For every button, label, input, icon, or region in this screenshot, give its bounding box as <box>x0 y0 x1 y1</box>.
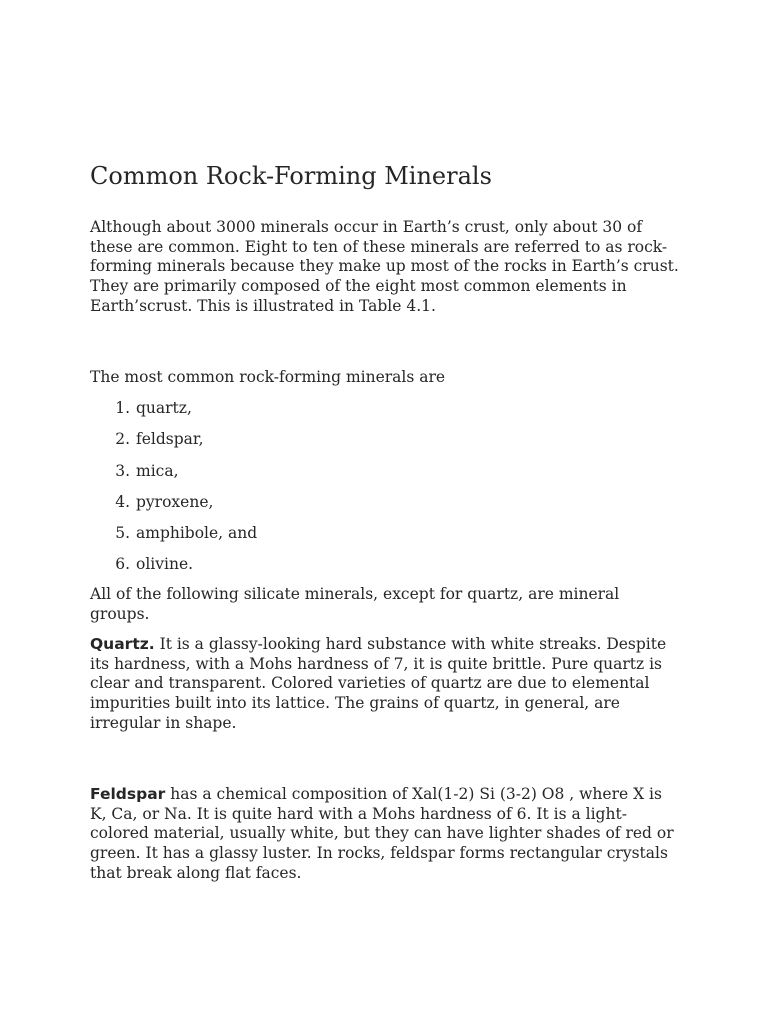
feldspar-paragraph <box>90 785 680 884</box>
list-item-text: olivine. <box>136 555 194 574</box>
list-item-text: feldspar, <box>136 430 204 449</box>
page-title: Common Rock-Forming Minerals <box>90 162 492 190</box>
list-item-text: mica, <box>136 461 179 480</box>
quartz-paragraph <box>90 635 680 734</box>
list-item <box>90 491 257 522</box>
list-item <box>90 522 257 553</box>
intro-paragraph: Although about 3000 minerals occur in Earth’s crust, only about 30 of these are common. Eight to ten of these minerals are referred to as rock-forming minerals because they make up most of the rocks in Earth’s crust. They are primarily composed of the eight most common elements in Earth’scrust. This is illustrated in Table 4.1. <box>90 218 679 315</box>
feldspar-description: has a chemical composition of Xal(1-2) Si (3-2) O8 , where X is K, Ca, or Na. It is quite hard with a Mohs hardness of 6. It is a light-colored material, usually white, but they can have lighter shades of red or green. It has a glassy luster. In rocks, feldspar forms rectangular crystals that break along flat faces. <box>90 785 674 882</box>
list-item <box>90 428 257 459</box>
list-intro: The most common rock-forming minerals are <box>90 368 446 386</box>
quartz-description: It is a glassy-looking hard substance with white streaks. Despite its hardness, with a Mohs hardness of 7, it is quite brittle. Pure quartz is clear and transparent. Colored varieties of quartz are due to elemental impurities built into its lattice. The grains of quartz, in general, are irregular in shape. <box>90 635 667 732</box>
list-item-number: 1. <box>115 399 130 417</box>
list-item-text: pyroxene, <box>136 492 214 511</box>
feldspar-term: Feldspar <box>90 785 166 803</box>
list-item-text: quartz, <box>136 399 192 417</box>
list-item <box>90 553 257 584</box>
list-item-number: 6. <box>115 555 130 574</box>
list-item-number: 5. <box>115 524 130 543</box>
list-item-number: 3. <box>115 461 130 480</box>
list-item <box>90 460 257 491</box>
list-item-number: 2. <box>115 430 130 449</box>
list-item <box>90 397 257 428</box>
minerals-list <box>90 397 257 585</box>
list-item-text: amphibole, and <box>136 524 258 543</box>
silicate-note: All of the following silicate minerals, except for quartz, are mineral groups. <box>90 585 620 623</box>
list-item-number: 4. <box>115 492 130 511</box>
quartz-term: Quartz. <box>90 635 155 653</box>
